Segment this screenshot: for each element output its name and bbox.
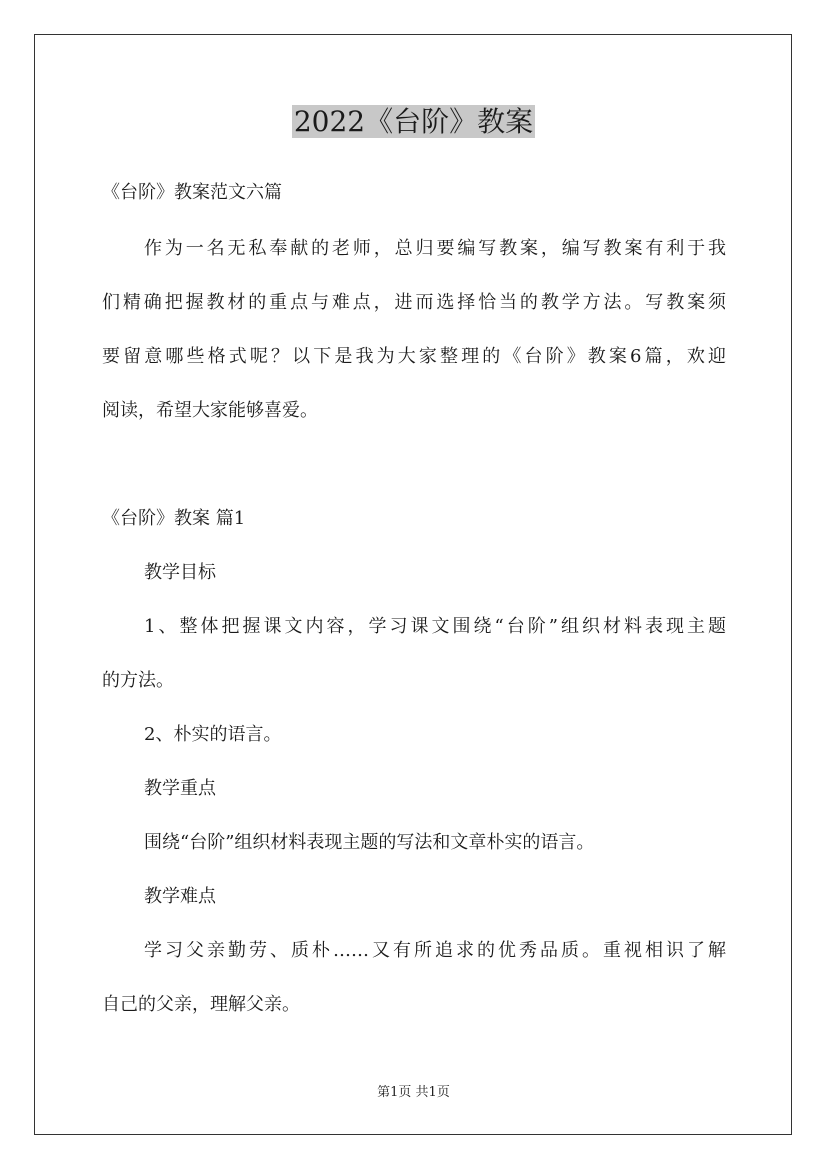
intro-line-3: 要留意哪些格式呢？以下是我为大家整理的《台阶》教案6篇，欢迎 xyxy=(102,346,726,367)
document-title-text: 2022《台阶》教案 xyxy=(293,105,534,138)
document-title xyxy=(0,102,827,142)
difficulties-heading: 教学难点 xyxy=(144,886,216,907)
intro-line-2: 们精确把握教材的重点与难点，进而选择恰当的教学方法。写教案须 xyxy=(102,292,726,313)
intro-line-4: 阅读，希望大家能够喜爱。 xyxy=(102,400,318,421)
goal-2: 2、朴实的语言。 xyxy=(144,724,282,745)
section-heading: 《台阶》教案 篇1 xyxy=(102,508,246,529)
goals-heading: 教学目标 xyxy=(144,562,216,583)
key-points-heading: 教学重点 xyxy=(144,778,216,799)
key-points-text: 围绕“台阶”组织材料表现主题的写法和文章朴实的语言。 xyxy=(144,832,595,853)
difficulties-line-1: 学习父亲勤劳、质朴……又有所追求的优秀品质。重视相识了解 xyxy=(144,940,726,961)
difficulties-line-2: 自己的父亲，理解父亲。 xyxy=(102,994,300,1015)
document-subtitle: 《台阶》教案范文六篇 xyxy=(102,182,282,203)
page-footer: 第1页 共1页 xyxy=(377,1085,450,1100)
goal-1-line-2: 的方法。 xyxy=(102,670,174,691)
goal-1-line-1: 1、整体把握课文内容，学习课文围绕“台阶”组织材料表现主题 xyxy=(144,616,726,637)
intro-line-1: 作为一名无私奉献的老师，总归要编写教案，编写教案有利于我 xyxy=(144,238,726,259)
